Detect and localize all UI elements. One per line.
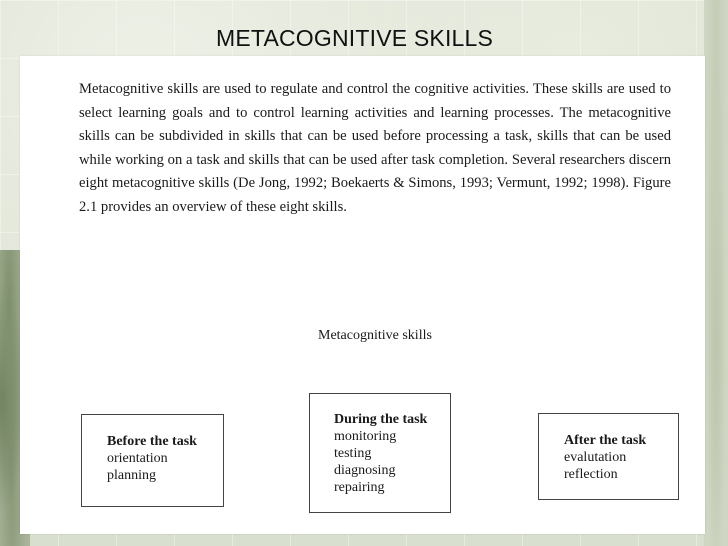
box-heading: During the task bbox=[334, 412, 428, 427]
skill-item: testing bbox=[334, 446, 372, 461]
skill-item: orientation bbox=[107, 451, 168, 466]
skill-item: repairing bbox=[334, 480, 385, 495]
box-heading: Before the task bbox=[107, 434, 197, 449]
intro-paragraph: Metacognitive skills are used to regulate and control the cognitive activities. These skills are used to select learning goals and to control learning activities and learning processes. The metacognitive skills can be subdivided in skills that can be used before processing a task, skills that can be used while working on a task and skills that can be used after task completion. Several researchers discern eight metacognitive skills (De Jong, 1992; Boekaerts & Simons, 1993; Vermunt, 1992; 1998). Figure 2.1 provides an overview of these eight skills. bbox=[79, 81, 671, 215]
slide-title: METACOGNITIVE SKILLS bbox=[216, 25, 494, 51]
box-heading: After the task bbox=[564, 433, 647, 448]
skill-item: monitoring bbox=[334, 429, 397, 444]
box-during-task bbox=[309, 393, 451, 513]
background-foliage-right bbox=[704, 0, 728, 546]
skill-item: evalutation bbox=[564, 450, 627, 465]
skill-item: diagnosing bbox=[334, 463, 396, 478]
diagram-title: Metacognitive skills bbox=[318, 328, 432, 343]
skill-item: planning bbox=[107, 468, 156, 483]
document-image bbox=[20, 56, 705, 534]
box-before-task bbox=[81, 414, 224, 507]
box-after-task bbox=[538, 413, 679, 500]
skill-item: reflection bbox=[564, 467, 618, 482]
